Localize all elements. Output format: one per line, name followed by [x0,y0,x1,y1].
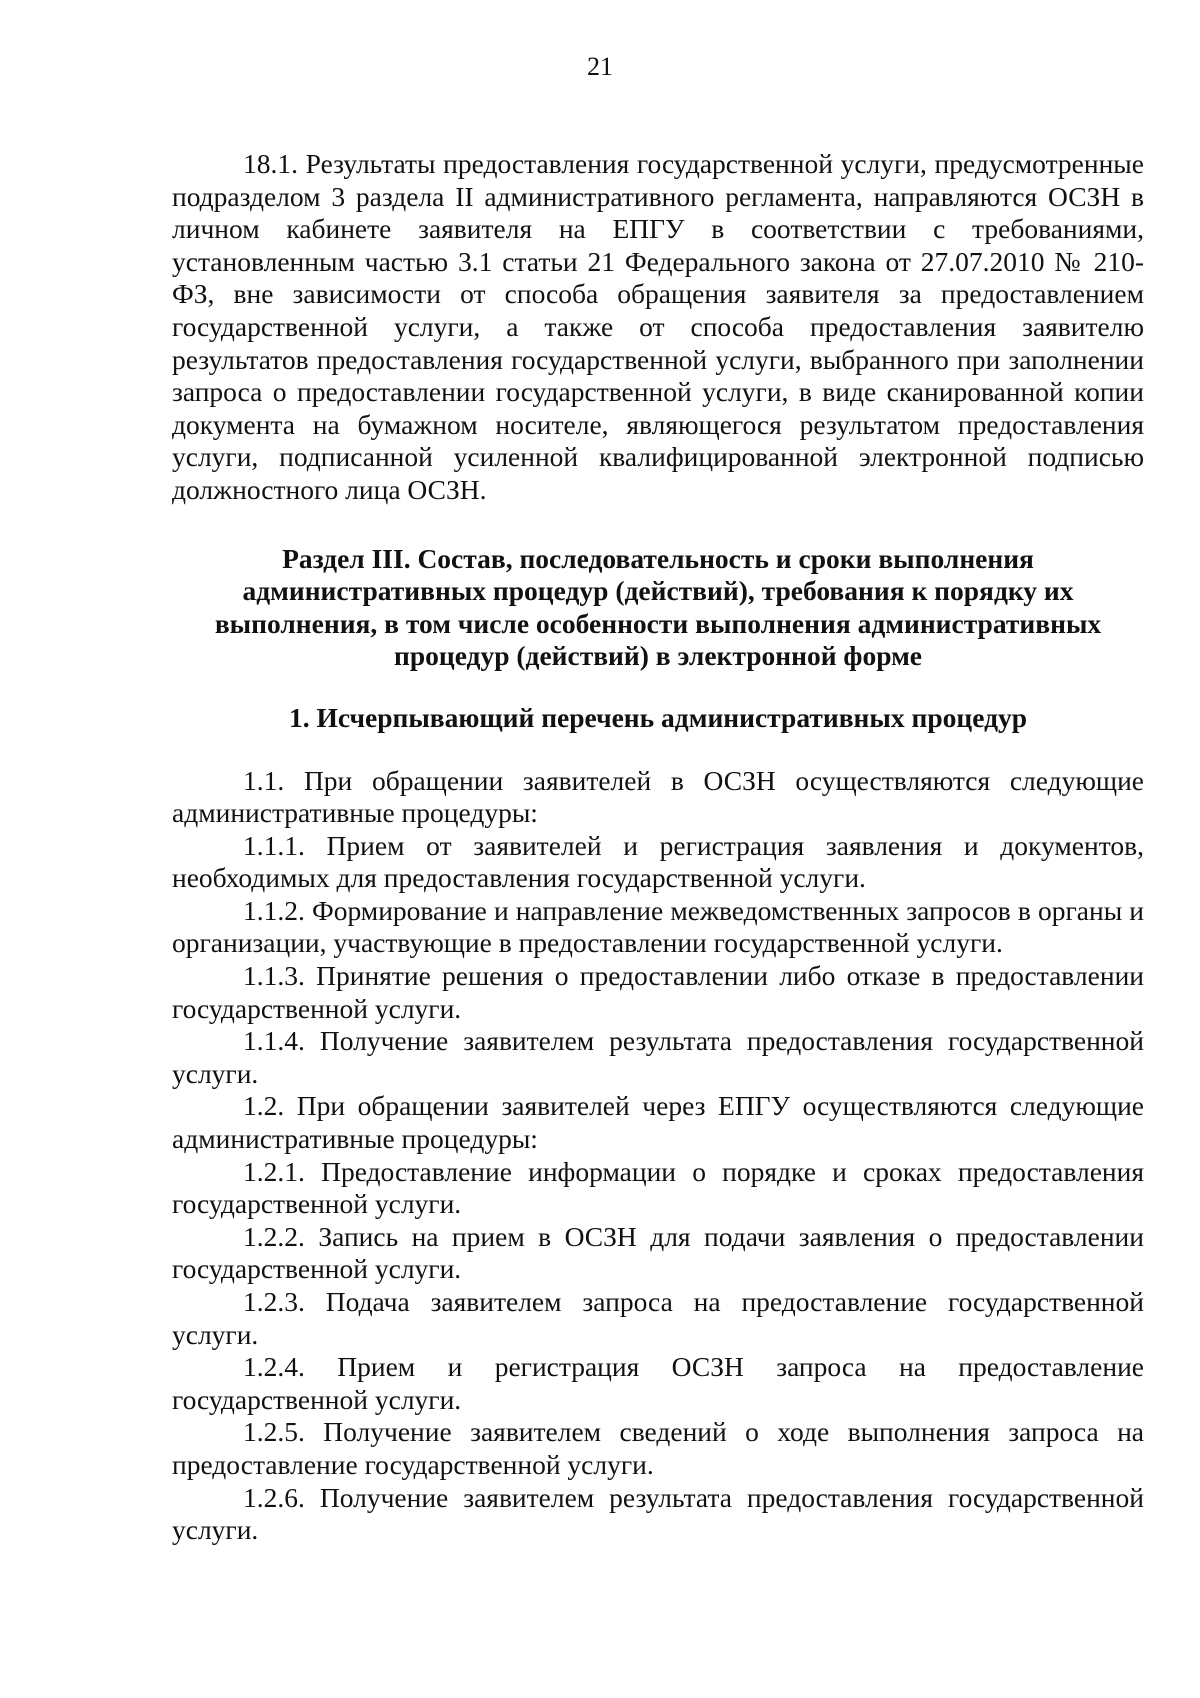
page-number: 21 [587,52,613,81]
item-1-1-4: 1.1.4. Получение заявителем результата предоставления государственной услуги. [172,1025,1144,1089]
item-1-2-4: 1.2.4. Прием и регистрация ОСЗН запроса на предоставление государственной услуги. [172,1351,1144,1415]
item-1-2-6: 1.2.6. Получение заявителем результата предоставления государственной услуги. [172,1481,1144,1546]
item-1-1-3: 1.1.3. Принятие решения о предоставлении либо отказе в предоставлении государственной услуги. [172,960,1144,1024]
item-1-2-1: 1.2.1. Предоставление информации о порядке и сроках предоставления государственной услуги. [172,1155,1144,1220]
item-1-1-2: 1.1.2. Формирование и направление межведомственных запросов в органы и организации, участвующие в предоставлении государственной услуги. [172,894,1144,959]
item-1-2-3: 1.2.3. Подача заявителем запроса на предоставление государственной услуги. [172,1286,1144,1350]
subsection-heading: 1. Исчерпывающий перечень административных процедур [288,701,1028,733]
procedure-list [172,765,1144,1547]
document-body [172,148,1144,1547]
paragraph-18-1: 18.1. Результаты предоставления государственной услуги, предусмотренные подразделом 3 раздела II административного регламента, направляются ОСЗН в личном кабинете заявителя на ЕПГУ в соответствии с требованиями, установленным частью 3.1 статьи 21 Федерального закона от 27.07.2010 № 210-ФЗ, вне зависимости от способа обращения заявителя за предоставлением государственной услуги, а также от способа предоставления заявителю результатов предоставления государственной услуги, выбранного при заполнении запроса о предоставлении государственной услуги, в виде сканированной копии документа на бумажном носителе, являющегося результатом предоставления услуги, подписанной усиленной квалифицированной электронной подписью должностного лица ОСЗН. [172,148,1144,505]
item-1-2: 1.2. При обращении заявителей через ЕПГУ осуществляются следующие административные процедуры: [172,1090,1144,1155]
item-1-1: 1.1. При обращении заявителей в ОСЗН осуществляются следующие административные процедуры: [172,764,1144,829]
item-1-2-2: 1.2.2. Запись на прием в ОСЗН для подачи заявления о предоставлении государственной услуги. [172,1220,1144,1285]
item-1-2-5: 1.2.5. Получение заявителем сведений о ходе выполнения запроса на предоставление государственной услуги. [172,1416,1144,1480]
item-1-1-1: 1.1.1. Прием от заявителей и регистрация заявления и документов, необходимых для предоставления государственной услуги. [172,829,1144,894]
section-heading: Раздел III. Состав, последовательность и сроки выполнения административных процедур (действий), требования к порядку их выполнения, в том числе особенности выполнения административных процедур (действий) в электронной форме [214,542,1102,672]
